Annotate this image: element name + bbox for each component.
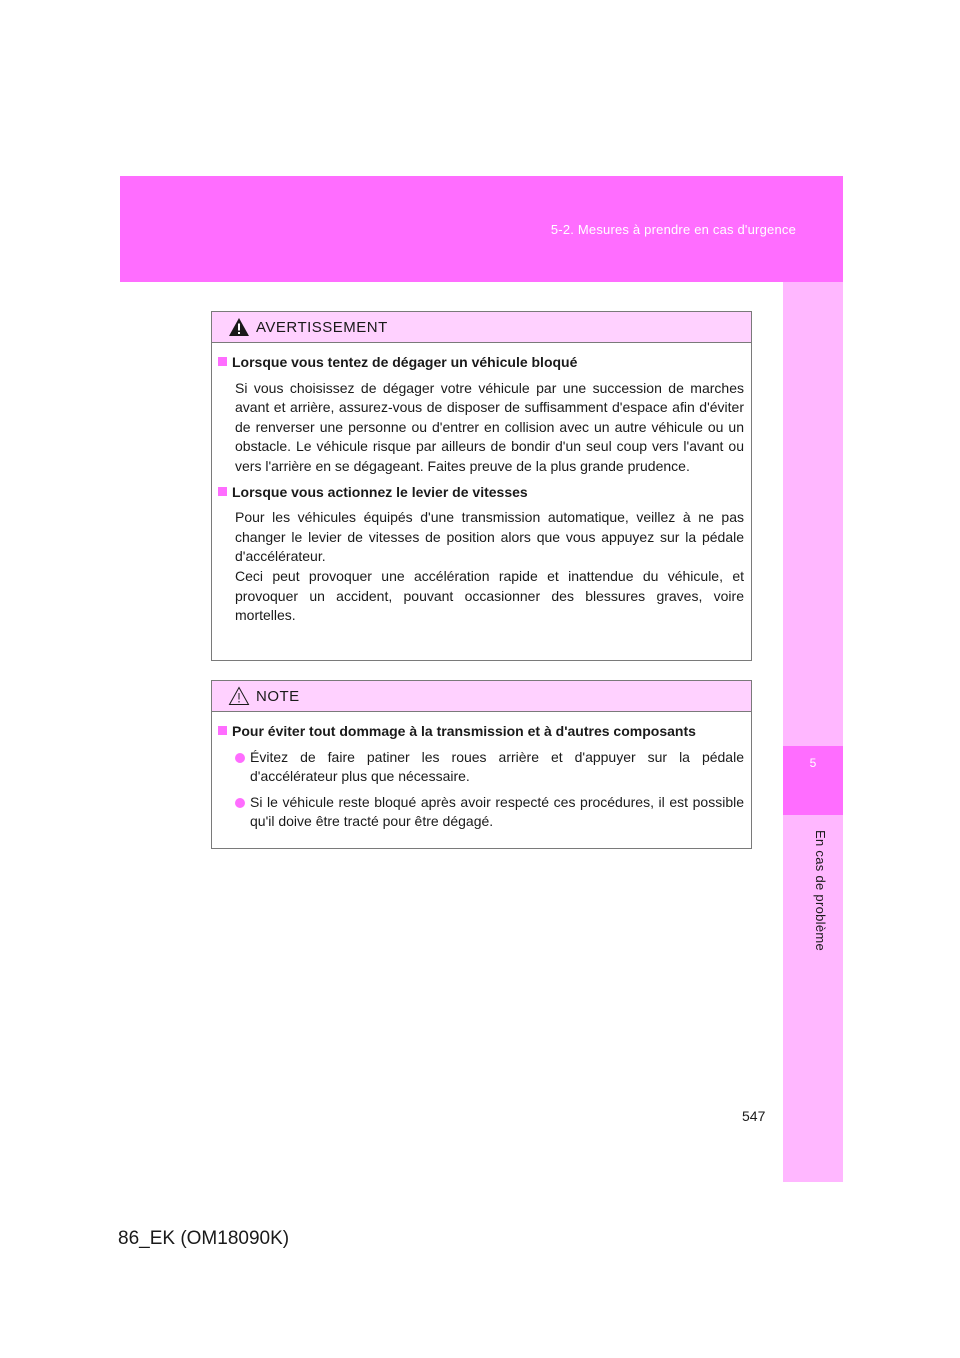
circle-bullet-icon xyxy=(235,798,245,808)
circle-bullet-icon xyxy=(235,753,245,763)
note-box-body xyxy=(212,712,751,832)
warning-subheading-text: Lorsque vous actionnez le levier de vitesses xyxy=(232,483,528,500)
warning-subheading xyxy=(218,483,744,503)
list-item xyxy=(235,793,744,832)
note-subheading xyxy=(218,722,744,742)
document-code: 86_EK (OM18090K) xyxy=(118,1228,290,1249)
warning-paragraph: Pour les véhicules équipés d'une transmission automatique, veillez à ne pas changer le levier de vitesses de position alors que vous appuyez sur la pédale d'accélérateur. xyxy=(235,509,744,565)
list-item xyxy=(235,748,744,787)
warning-box-title: AVERTISSEMENT xyxy=(256,318,388,336)
list-item-text: Évitez de faire patiner les roues arrière et d'appuyer sur la pédale d'accélérateur plus que nécessaire. xyxy=(250,748,744,785)
warning-box xyxy=(211,311,752,661)
caution-outline-icon xyxy=(228,686,250,706)
chapter-number-block xyxy=(783,746,843,815)
warning-box-body xyxy=(212,343,751,626)
page-number: 547 xyxy=(742,1108,766,1124)
chapter-number: 5 xyxy=(809,756,817,770)
note-subheading-text: Pour éviter tout dommage à la transmission et à d'autres composants xyxy=(232,723,696,739)
note-box-title: NOTE xyxy=(256,687,300,705)
chapter-label: En cas de problème xyxy=(813,830,828,952)
section-title: 5-2. Mesures à prendre en cas d'urgence xyxy=(550,222,796,237)
header-band xyxy=(120,176,843,282)
note-box-header xyxy=(212,681,751,712)
warning-paragraph: Si vous choisissez de dégager votre véhicule par une succession de marches avant et arrière, assurez-vous de disposer de suffisamment d'espace afin d'éviter de renverser une personne ou d'entrer en collision avec un autre véhicule ou un obstacle. Le véhicule risque par ailleurs de bondir d'un seul coup vers l'avant ou vers l'arrière en se dégageant. Faites preuve de la plus grande prudence. xyxy=(235,379,744,474)
square-bullet-icon xyxy=(218,487,227,496)
warning-subheading xyxy=(218,353,744,373)
note-box xyxy=(211,680,752,849)
warning-box-header xyxy=(212,312,751,343)
list-item-text: Si le véhicule reste bloqué après avoir respecté ces procédures, il est possible qu'il doive être tracté pour être dégagé. xyxy=(250,793,744,830)
square-bullet-icon xyxy=(218,726,227,735)
side-tab xyxy=(783,282,843,1182)
warning-icon xyxy=(228,317,250,337)
warning-paragraph: Ceci peut provoquer une accélération rapide et inattendue du véhicule, et provoquer un accident, pouvant occasionner des blessures graves, voire mortelles. xyxy=(235,567,744,624)
square-bullet-icon xyxy=(218,357,227,366)
warning-subheading-text: Lorsque vous tentez de dégager un véhicule bloqué xyxy=(232,354,578,370)
